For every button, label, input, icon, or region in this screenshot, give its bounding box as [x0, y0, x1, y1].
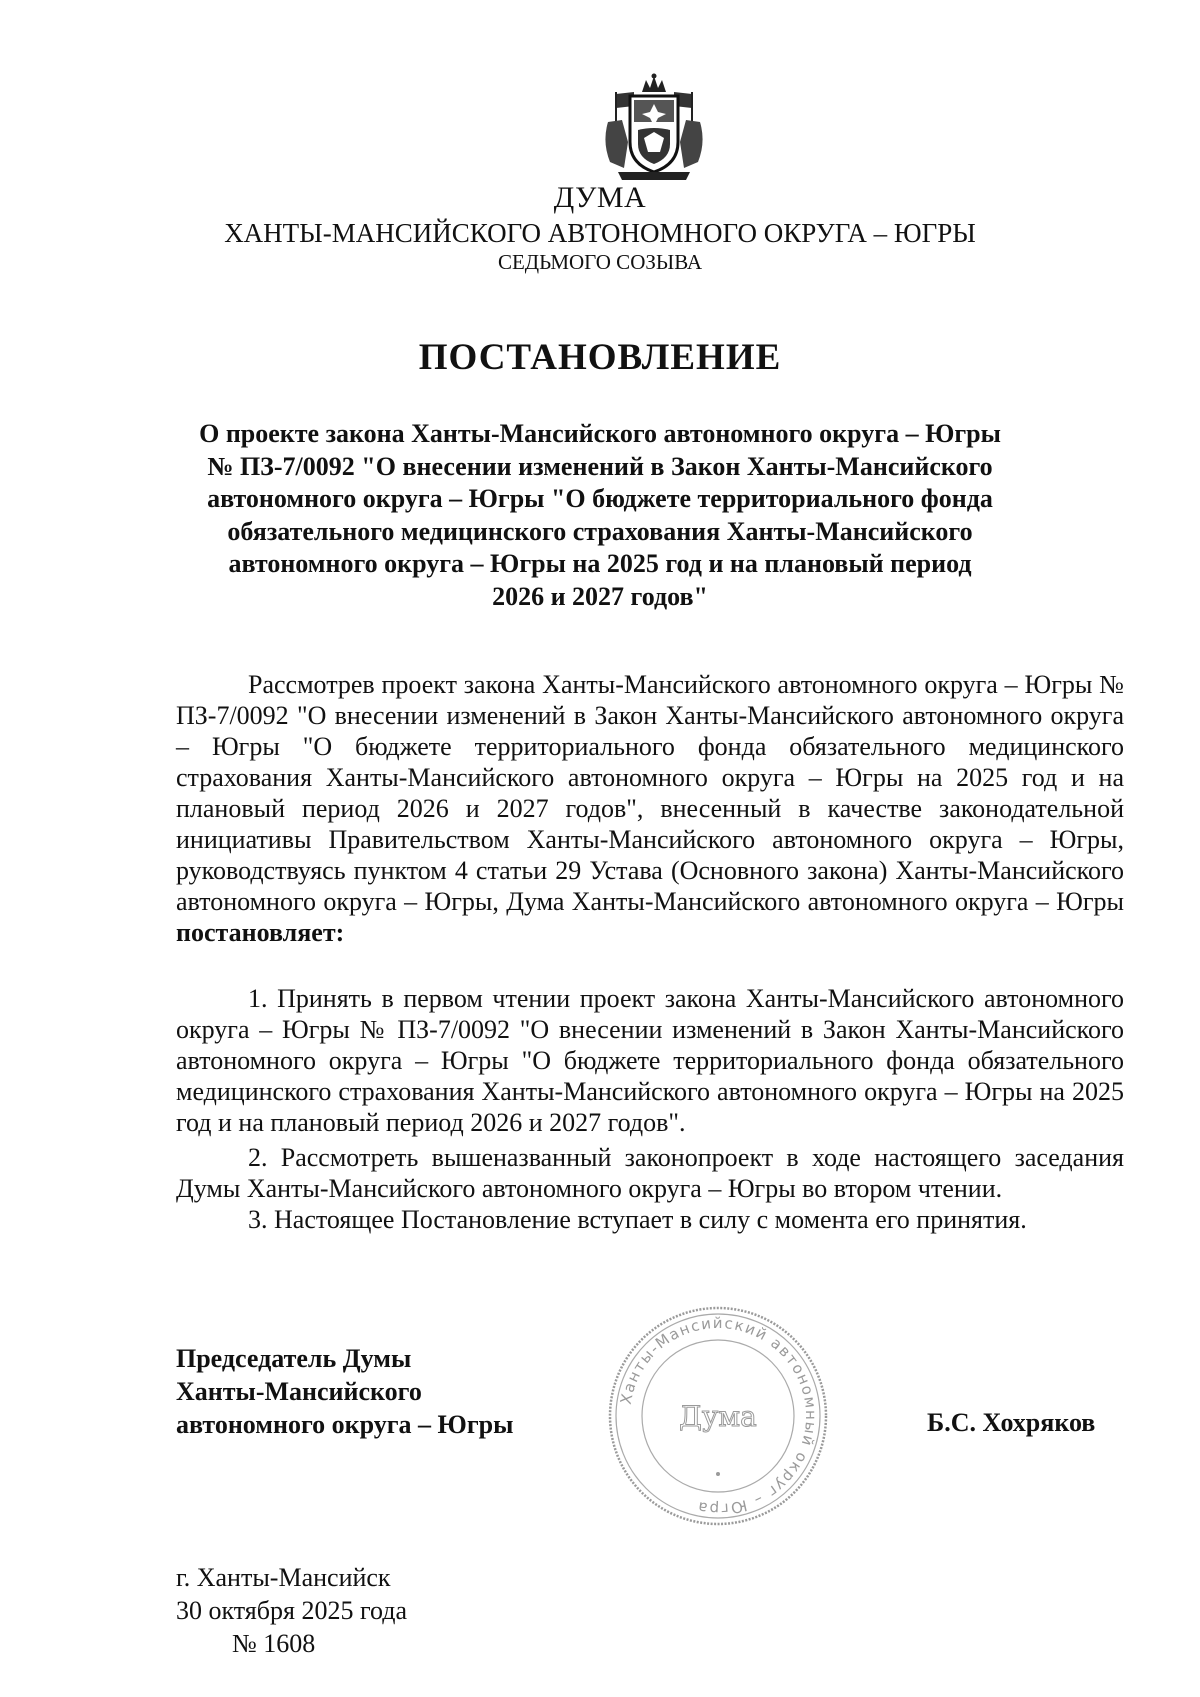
- svg-text:Ханты-Мансийский автономный ок: Ханты-Мансийский автономный округ – Югра: [616, 1313, 821, 1519]
- document-subject: [180, 418, 1020, 613]
- signatory-position-line: Ханты-Мансийского: [176, 1377, 422, 1406]
- coat-of-arms-emblem: [598, 72, 710, 184]
- city: г. Ханты-Мансийск: [176, 1563, 391, 1592]
- convocation-title: СЕДЬМОГО СОЗЫВА: [497, 250, 703, 274]
- resolution-item-1: 1. Принять в первом чтении проект закона Ханты-Мансийского автономного округа – Югры № ПЗ-7/0092 "О внесении изменений в Закон Ханты-Мансийского автономного округа – Югры "О бюджете территориального фонда обязательного медицинского страхования Ханты-Мансийского автономного округа – Югры на 2025 год и на плановый период 2026 и 2027 годов".: [176, 984, 1124, 1137]
- preamble-paragraph: [176, 669, 1124, 948]
- subject-line: О проекте закона Ханты-Мансийского автономного округа – Югры: [199, 419, 1001, 448]
- document-number: № 1608: [232, 1629, 316, 1658]
- place-date-number: [176, 1561, 407, 1660]
- resolution-items: [176, 983, 1124, 1235]
- subject-line: № ПЗ-7/0092 "О внесении изменений в Закон Ханты-Мансийского: [207, 451, 993, 481]
- region-title: ХАНТЫ-МАНСИЙСКОГО АВТОНОМНОГО ОКРУГА – ЮГРЫ: [224, 218, 976, 248]
- resolution-item-3: 3. Настоящее Постановление вступает в силу с момента его принятия.: [248, 1205, 1027, 1234]
- date: 30 октября 2025 года: [176, 1596, 407, 1625]
- resolution-item-2: 2. Рассмотреть вышеназванный законопроект в ходе настоящего заседания Думы Ханты-Мансийского автономного округа – Югры во втором чтении.: [176, 1143, 1124, 1203]
- resolves-word: постановляет:: [176, 918, 345, 947]
- subject-line: 2026 и 2027 годов": [492, 581, 708, 611]
- svg-text:Дума: Дума: [679, 1400, 757, 1433]
- subject-line: обязательного медицинского страхования Ханты-Мансийского: [227, 516, 973, 546]
- subject-line: автономного округа – Югры на 2025 год и на плановый период: [228, 549, 972, 578]
- signatory-position-line: Председатель Думы: [176, 1344, 412, 1373]
- subject-line: автономного округа – Югры "О бюджете территориального фонда: [207, 484, 993, 513]
- organ-title: ДУМА: [553, 181, 647, 214]
- document-type-title: ПОСТАНОВЛЕНИЕ: [418, 337, 782, 378]
- signatory-name: Б.С. Хохряков: [927, 1408, 1096, 1437]
- official-seal-stamp: [604, 1302, 832, 1530]
- signatory-position-line: автономного округа – Югры: [176, 1410, 514, 1439]
- preamble-text: Рассмотрев проект закона Ханты-Мансийского автономного округа – Югры № ПЗ-7/0092 "О внесении изменений в Закон Ханты-Мансийского автономного округа – Югры "О бюджете территориального фонда обязательного медицинского страхования Ханты-Мансийского автономного округа – Югры на 2025 год и на плановый период 2026 и 2027 годов", внесенный в качестве законодательной инициативы Правительством Ханты-Мансийского автономного округа – Югры, руководствуясь пунктом 4 статьи 29 Устава (Основного закона) Ханты-Мансийского автономного округа – Югры, Дума Ханты-Мансийского автономного округа – Югры: [176, 670, 1124, 916]
- signatory-position: [176, 1342, 513, 1441]
